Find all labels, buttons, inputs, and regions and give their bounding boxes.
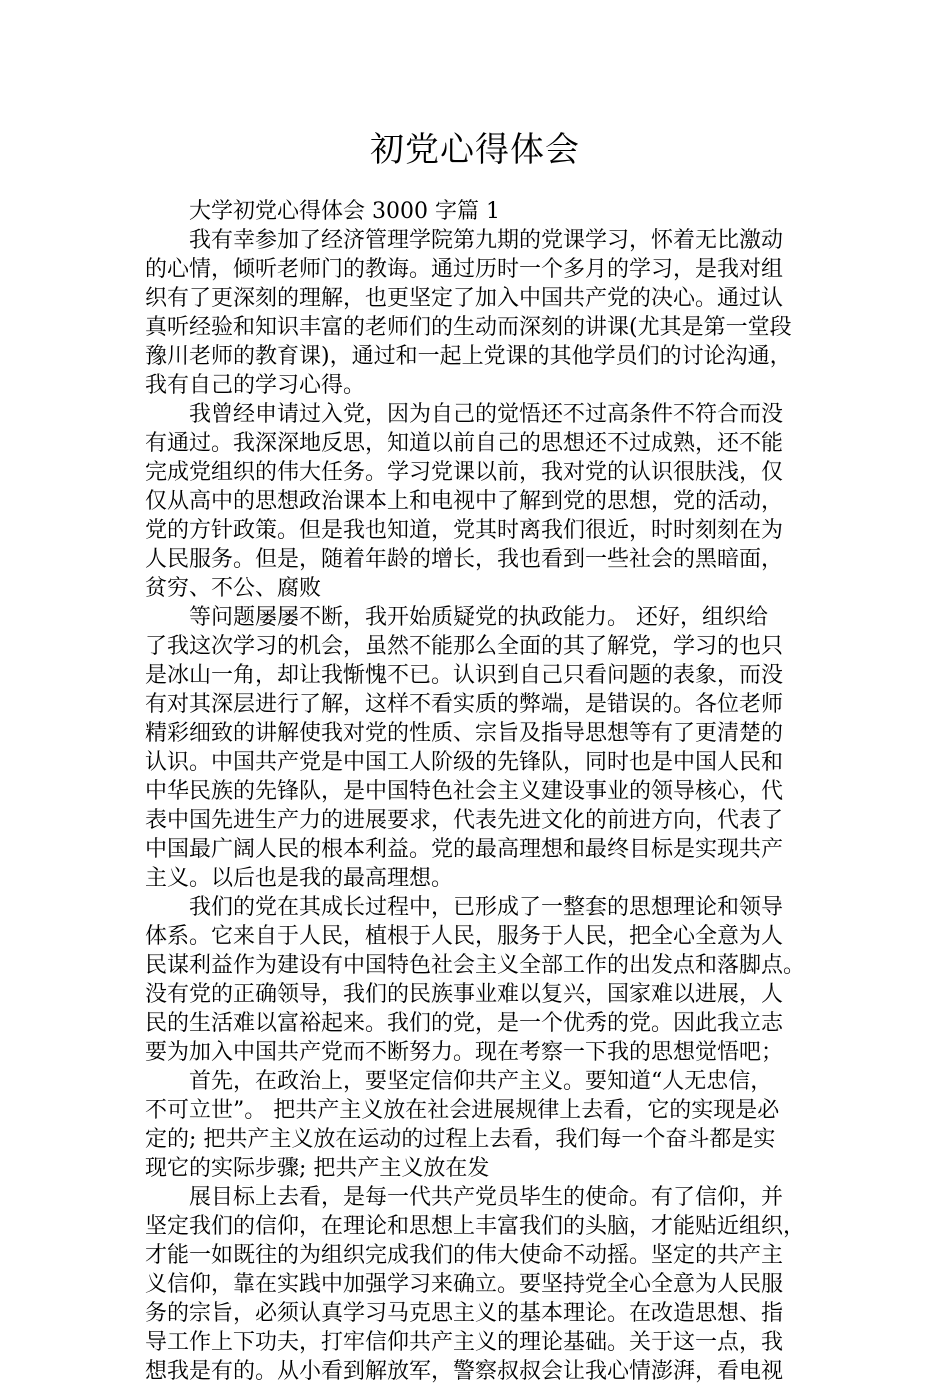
- text-line: 是冰山一角，却让我惭愧不已。认识到自己只看问题的表象，而没: [145, 663, 784, 688]
- text-line: 织有了更深刻的理解，也更坚定了加入中国共产党的决心。通过认: [145, 286, 784, 311]
- text-line: 我有自己的学习心得。: [145, 373, 366, 398]
- text-line: 民谋利益作为建设有中国特色社会主义全部工作的出发点和落脚点。: [145, 953, 806, 978]
- text-line: 人民服务。但是，随着年龄的增长，我也看到一些社会的黑暗面，: [145, 547, 784, 572]
- paragraph: [145, 1067, 835, 1183]
- text-line: 豫川老师的教育课)，通过和一起上党课的其他学员们的讨论沟通，: [145, 344, 792, 369]
- text-line: 民的生活难以富裕起来。我们的党，是一个优秀的党。因此我立志: [145, 1011, 784, 1036]
- text-line: 想我是有的。从小看到解放军，警察叔叔会让我心情澎湃，看电视: [145, 1359, 784, 1384]
- document-title: 初党心得体会: [370, 130, 580, 170]
- text-line: 义信仰，靠在实践中加强学习来确立。要坚持党全心全意为人民服: [145, 1272, 784, 1297]
- text-line: 有对其深层进行了解，这样不看实质的弊端，是错误的。各位老师: [145, 692, 784, 717]
- paragraph: [145, 1183, 835, 1386]
- text-line: 党的方针政策。但是我也知道，党其时离我们很近，时时刻刻在为: [145, 518, 784, 543]
- text-line: 坚定我们的信仰，在理论和思想上丰富我们的头脑，才能贴近组织，: [145, 1214, 806, 1239]
- text-line: 认识。中国共产党是中国工人阶级的先锋队，同时也是中国人民和: [145, 750, 784, 775]
- text-line: 定的; 把共产主义放在运动的过程上去看，我们每一个奋斗都是实: [145, 1127, 776, 1152]
- text-line: 现它的实际步骤; 把共产主义放在发: [145, 1156, 490, 1181]
- text-line: 我有幸参加了经济管理学院第九期的党课学习，怀着无比激动: [189, 228, 784, 253]
- text-line: 的心情，倾听老师门的教诲。通过历时一个多月的学习，是我对组: [145, 257, 784, 282]
- text-line: 完成党组织的伟大任务。学习党课以前，我对党的认识很肤浅，仅: [145, 460, 784, 485]
- text-line: 务的宗旨，必须认真学习马克思主义的基本理论。在改造思想、指: [145, 1301, 784, 1326]
- text-line: 表中国先进生产力的进展要求，代表先进文化的前进方向，代表了: [145, 808, 784, 833]
- document-body: [145, 197, 835, 1386]
- text-line: 我曾经申请过入党，因为自己的觉悟还不过高条件不符合而没: [189, 402, 784, 427]
- text-line: 我们的党在其成长过程中，已形成了一整套的思想理论和领导: [189, 895, 784, 920]
- text-line: 真听经验和知识丰富的老师们的生动而深刻的讲课(尤其是第一堂段: [145, 315, 792, 340]
- text-line: 仅从高中的思想政治课本上和电视中了解到党的思想，党的活动，: [145, 489, 784, 514]
- paragraph: [145, 226, 835, 400]
- paragraph: [145, 197, 835, 226]
- text-line: 中国最广阔人民的根本利益。党的最高理想和最终目标是实现共产: [145, 837, 784, 862]
- text-line: 有通过。我深深地反思，知道以前自己的思想还不过成熟，还不能: [145, 431, 784, 456]
- text-line: 体系。它来自于人民，植根于人民，服务于人民，把全心全意为人: [145, 924, 784, 949]
- text-line: 展目标上去看，是每一代共产党员毕生的使命。有了信仰，并: [189, 1185, 784, 1210]
- text-line: 不可立世”。 把共产主义放在社会进展规律上去看，它的实现是必: [145, 1098, 780, 1123]
- text-line: 主义。以后也是我的最高理想。: [145, 866, 454, 891]
- text-line: 了我这次学习的机会，虽然不能那么全面的其了解党，学习的也只: [145, 634, 784, 659]
- text-line: 贫穷、不公、腐败: [145, 576, 322, 601]
- text-line: 导工作上下功夫，打牢信仰共产主义的理论基础。关于这一点，我: [145, 1330, 784, 1355]
- text-line: 大学初党心得体会 3000 字篇 1: [189, 199, 500, 224]
- paragraph: [145, 400, 835, 603]
- text-line: 才能一如既往的为组织完成我们的伟大使命不动摇。坚定的共产主: [145, 1243, 784, 1268]
- text-line: 没有党的正确领导，我们的民族事业难以复兴，国家难以进展，人: [145, 982, 784, 1007]
- paragraph: [145, 893, 835, 1067]
- text-line: 中华民族的先锋队，是中国特色社会主义建设事业的领导核心，代: [145, 779, 784, 804]
- text-line: 要为加入中国共产党而不断努力。现在考察一下我的思想觉悟吧；: [145, 1040, 784, 1065]
- text-line: 精彩细致的讲解使我对党的性质、宗旨及指导思想等有了更清楚的: [145, 721, 784, 746]
- text-line: 首先，在政治上，要坚定信仰共产主义。要知道“人无忠信，: [189, 1069, 773, 1094]
- text-line: 等问题屡屡不断，我开始质疑党的执政能力。 还好，组织给: [189, 605, 768, 630]
- paragraph: [145, 603, 835, 893]
